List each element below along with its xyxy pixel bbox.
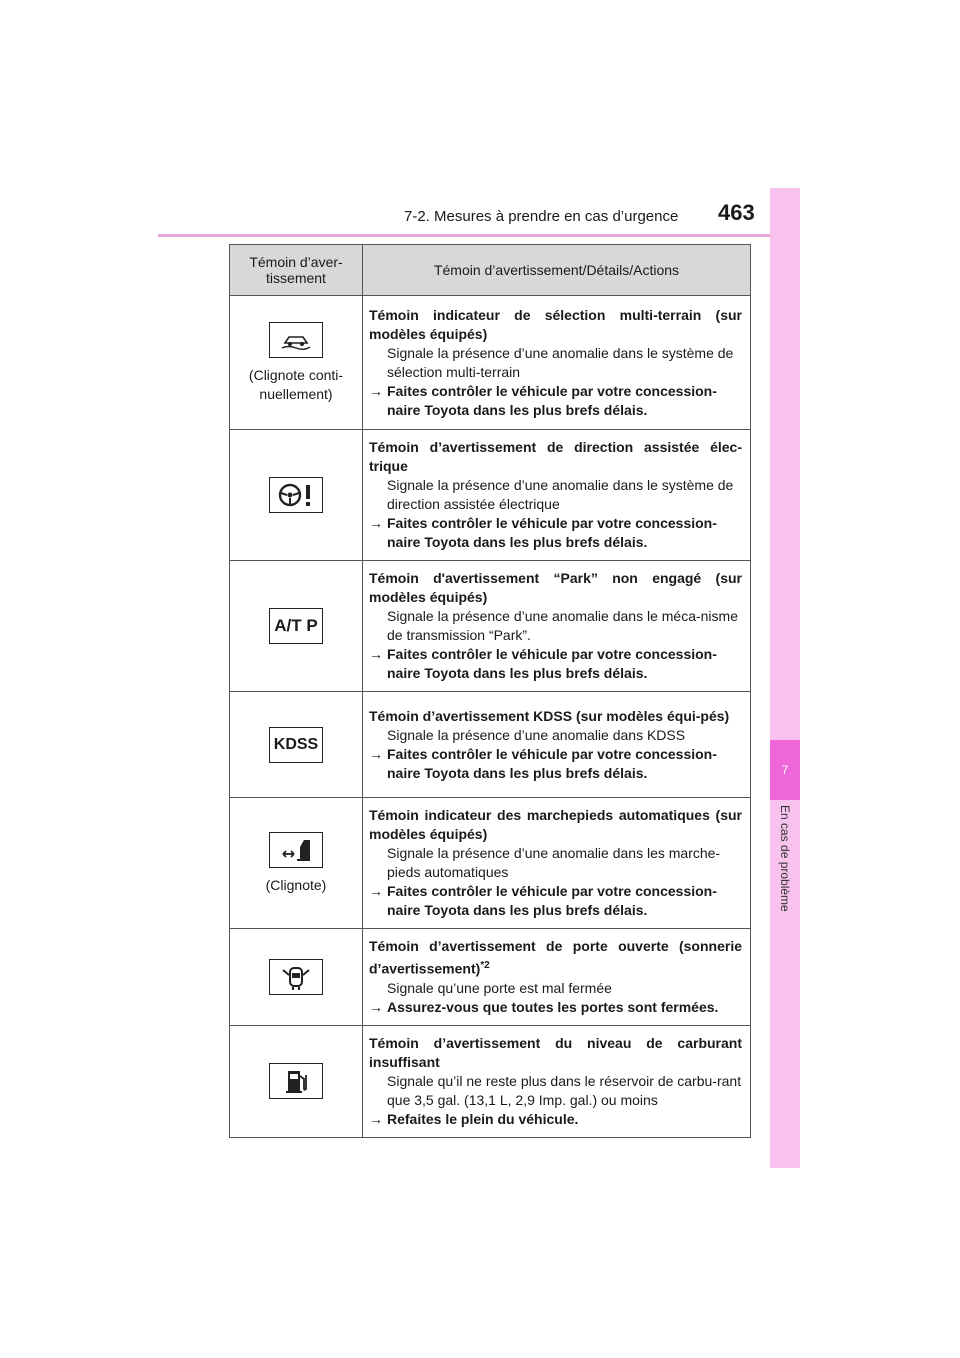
row-action-text: Faites contrôler le véhicule par votre concession-naire Toyota dans les plus brefs délais. [387,883,717,918]
header-details-column: Témoin d’avertissement/Détails/Actions [363,245,751,296]
arrow-icon: → [369,646,383,662]
row-action [369,1110,742,1129]
arrow-icon: → [369,1110,383,1127]
table-row [230,692,751,798]
details-cell [363,798,751,929]
power-steering-icon [269,477,323,513]
at-park-icon-text: A/T P [274,616,318,635]
row-action [369,882,742,920]
arrow-icon: → [369,382,383,399]
door-open-icon [269,959,323,995]
row-action-text: Faites contrôler le véhicule par votre concession-naire Toyota dans les plus brefs délais. [387,382,717,418]
header-rule [158,234,800,237]
row-action-text: Faites contrôler le véhicule par votre concession-naire Toyota dans les plus brefs délais. [387,646,717,681]
low-fuel-icon [269,1063,323,1099]
icon-note: (Clignote conti-nuellement) [248,366,344,402]
kdss-icon [269,727,323,763]
row-title: Témoin d’avertissement KDSS (sur modèles équi-pés) [369,707,730,724]
row-title: Témoin indicateur de sélection multi-terrain (sur modèles équipés) [369,306,742,342]
row-description: Signale qu’une porte est mal fermée [387,979,612,996]
table-row [230,929,751,1026]
row-action-text: Assurez-vous que toutes les portes sont fermées. [387,998,719,1015]
details-cell [363,692,751,798]
icon-note: (Clignote) [265,876,327,893]
icon-cell [230,561,363,692]
header-icon-column: Témoin d’aver-tissement [230,245,363,296]
row-action [369,998,742,1017]
footnote-marker: *2 [480,960,490,971]
row-description: Signale la présence d’une anomalie dans les marche-pieds automatiques [387,845,721,880]
at-park-icon [269,608,323,644]
row-description: Signale la présence d’une anomalie dans le méca-nisme de transmission “Park”. [387,608,738,643]
row-action [369,645,742,683]
row-action-text: Faites contrôler le véhicule par votre concession-naire Toyota dans les plus brefs délais. [387,515,717,550]
row-title: Témoin indicateur des marchepieds automatiques (sur modèles équipés) [369,807,742,842]
row-title: Témoin d'avertissement “Park” non engagé (sur modèles équipés) [369,570,742,605]
row-action [369,745,742,783]
icon-cell [230,430,363,561]
row-action [369,514,742,552]
chapter-label: En cas de problème [778,805,792,912]
details-cell [363,296,751,430]
icon-cell [230,1025,363,1137]
table-row [230,1025,751,1137]
arrow-icon: → [369,745,383,762]
table-row [230,430,751,561]
chapter-side-tab [770,188,800,1168]
icon-cell [230,798,363,929]
row-action-text: Refaites le plein du véhicule. [387,1110,579,1127]
table-row [230,798,751,929]
row-action-text: Faites contrôler le véhicule par votre concession-naire Toyota dans les plus brefs délais. [387,745,717,781]
row-action [369,382,742,420]
row-title [369,937,742,979]
arrow-icon: → [369,998,383,1015]
icon-cell [230,296,363,430]
icon-cell [230,692,363,798]
icon-cell [230,929,363,1026]
details-cell [363,929,751,1026]
row-description: Signale la présence d’une anomalie dans le système de sélection multi-terrain [387,344,734,380]
details-cell [363,561,751,692]
row-title: Témoin d’avertissement du niveau de carburant insuffisant [369,1034,742,1070]
row-description: Signale la présence d’une anomalie dans KDSS [387,726,686,743]
details-cell [363,430,751,561]
page-number: 463 [718,200,755,225]
row-title-text: Témoin d’avertissement de porte ouverte (sonnerie d’avertissement) [369,938,742,977]
table-row [230,561,751,692]
warning-light-table [229,244,751,1138]
details-cell [363,1025,751,1137]
table-row [230,296,751,430]
row-title: Témoin d’avertissement de direction assistée élec-trique [369,439,742,474]
row-description: Signale la présence d’une anomalie dans le système de direction assistée électrique [387,477,734,512]
multi-terrain-icon [269,322,323,358]
chapter-number: 7 [770,740,800,800]
row-description: Signale qu’il ne reste plus dans le réservoir de carbu-rant que 3,5 gal. (13,1 L, 2,9 Imp. gal.) ou moins [387,1072,742,1108]
arrow-icon: → [369,515,383,531]
running-board-icon [269,832,323,868]
arrow-icon: → [369,883,383,899]
kdss-icon-text: KDSS [273,735,319,753]
table-header-row [230,245,751,296]
header-section-title: 7-2. Mesures à prendre en cas d’urgence [404,208,679,225]
